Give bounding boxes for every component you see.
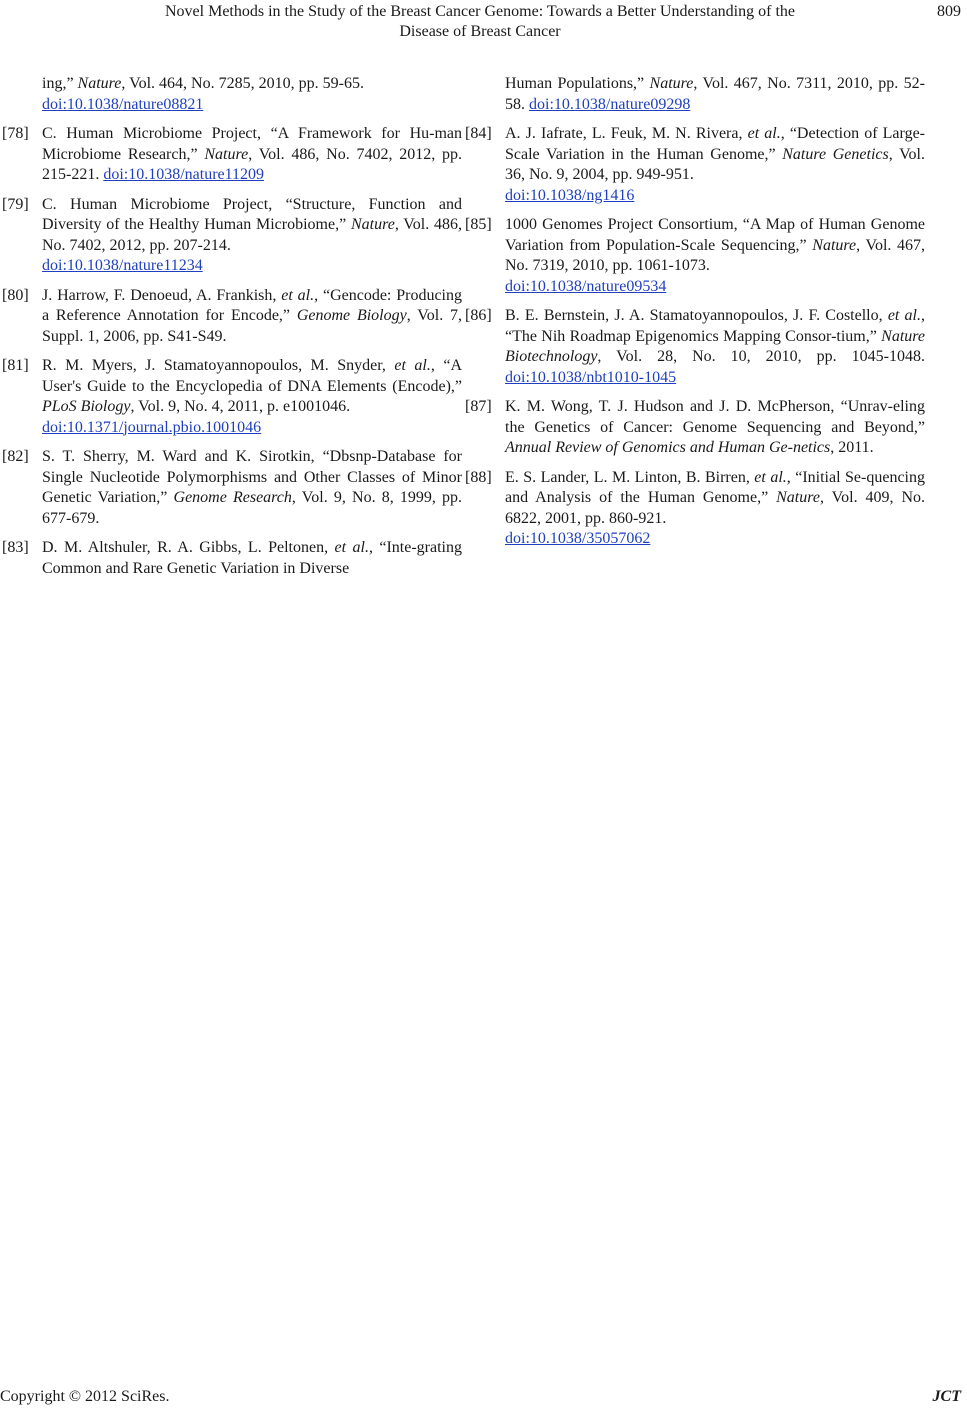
reference-number: [81]	[2, 357, 29, 374]
doi-link[interactable]: doi:10.1038/35057062	[505, 530, 651, 547]
reference-number: [88]	[465, 468, 492, 486]
copyright-notice: Copyright © 2012 SciRes.	[0, 1388, 170, 1405]
ref-et-al: et al.	[334, 539, 369, 556]
doi-link[interactable]: doi:10.1371/journal.pbio.1001046	[42, 418, 262, 436]
ref-text: , Vol. 36, No. 9, 2004, pp. 949-951.	[505, 145, 926, 183]
ref-text: R. M. Myers, J. Stamatoyannopoulos, M. Snyder,	[42, 357, 395, 374]
ref-journal: Nature	[776, 489, 820, 506]
reference-number: [79]	[2, 195, 29, 213]
ref-text: , Vol. 467, No. 7311, 2010, pp. 52-58.	[505, 75, 926, 113]
reference-number: [78]	[2, 125, 29, 142]
page-header	[0, 2, 967, 44]
ref-journal: Annual Review of Genomics and Human Ge-netics	[505, 439, 831, 456]
reference-item	[465, 306, 925, 388]
ref-text: 1000 Genomes Project Consortium, “A Map of Human Genome Variation from Population-Scale Sequencing,”	[505, 216, 925, 254]
reference-item	[465, 124, 926, 206]
ref-et-al: et al.	[394, 357, 431, 374]
ref-et-al: et al.	[887, 307, 921, 324]
running-title-line-2: Disease of Breast Cancer	[399, 23, 561, 40]
page-number: 809	[937, 3, 961, 20]
reference-item	[2, 356, 462, 438]
running-title-line-1: Novel Methods in the Study of the Breast Cancer Genome: Towards a Better Understanding of the	[165, 3, 795, 20]
reference-number: [83]	[2, 539, 29, 556]
reference-number: [85]	[465, 216, 492, 233]
ref-text: E. S. Lander, L. M. Linton, B. Birren,	[505, 468, 755, 486]
doi-link[interactable]: doi:10.1038/nature09534	[505, 277, 667, 295]
reference-number: [84]	[465, 125, 492, 142]
ref-journal: Nature Genetics	[782, 145, 889, 163]
ref-text: , Vol. 409, No. 6822, 2001, pp. 860-921.	[505, 489, 925, 527]
ref-text: , Vol. 9, No. 8, 1999, pp. 677-679.	[42, 489, 463, 527]
ref-journal: Genome Biology	[296, 307, 407, 324]
page-footer	[0, 1388, 967, 1410]
reference-continuation	[42, 74, 462, 115]
ref-text: , “Initial Se-quencing and Analysis of the Human Genome,”	[505, 468, 925, 506]
ref-text: B. E. Bernstein, J. A. Stamatoyannopoulos, J. F. Costello,	[505, 307, 888, 324]
ref-text: C. Human Microbiome Project, “Structure, Function and Diversity of the Healthy Human Microbiome,”	[42, 195, 462, 233]
ref-journal: PLoS Biology	[42, 398, 131, 415]
ref-text: ing,”	[42, 75, 78, 92]
ref-journal: Nature	[812, 236, 857, 254]
reference-item	[2, 124, 463, 186]
ref-text: C. Human Microbiome Project, “A Framework for Hu-man Microbiome Research,”	[42, 125, 462, 163]
ref-text: , Vol. 486, No. 7402, 2012, pp. 207-214.	[42, 216, 462, 254]
ref-text: , “The Nih Roadmap Epigenomics Mapping Consor-tium,”	[505, 307, 925, 345]
ref-text: , “Detection of Large-Scale Variation in the Human Genome,”	[505, 125, 925, 163]
doi-link[interactable]: doi:10.1038/nature11234	[42, 257, 203, 274]
ref-text: Human Populations,”	[505, 75, 650, 92]
ref-text: , Vol. 467, No. 7319, 2010, pp. 1061-1073.	[505, 236, 925, 274]
ref-journal: Genome Research	[173, 489, 292, 506]
doi-link[interactable]: doi:10.1038/nbt1010-1045	[505, 368, 677, 386]
ref-text: , Vol. 9, No. 4, 2011, p. e1001046.	[130, 398, 351, 415]
ref-text: D. M. Altshuler, R. A. Gibbs, L. Peltonen,	[42, 539, 335, 556]
reference-number: [86]	[465, 307, 492, 324]
ref-journal: Nature	[649, 75, 694, 92]
reference-number: [82]	[2, 448, 29, 465]
ref-et-al: et al.	[754, 468, 787, 486]
reference-number: [87]	[465, 398, 492, 415]
reference-item	[465, 215, 925, 297]
reference-item	[465, 468, 925, 550]
ref-text: K. M. Wong, T. J. Hudson and J. D. McPherson, “Unrav-eling the Genetics of Cancer: Genome Sequencing and Beyond,”	[505, 398, 925, 436]
ref-text: , “Inte-grating Common and Rare Genetic Variation in Diverse	[42, 539, 463, 577]
ref-journal: Nature	[204, 145, 249, 163]
ref-journal: Nature Biotechnology	[505, 327, 925, 365]
ref-text: S. T. Sherry, M. Ward and K. Sirotkin, “Dbsnp-Database for Single Nucleotide Polymorphisms and Other Classes of Minor Genetic Variation,”	[42, 448, 462, 506]
ref-text: , Vol. 28, No. 10, 2010, pp. 1045-1048.	[597, 348, 925, 365]
ref-text: , 2011.	[830, 439, 874, 456]
reference-item	[2, 447, 463, 529]
ref-et-al: et al.	[747, 125, 781, 142]
ref-journal: Nature	[350, 216, 395, 233]
doi-link[interactable]: doi:10.1038/nature08821	[42, 95, 204, 113]
ref-et-al: et al.	[281, 286, 315, 304]
journal-abbreviation: JCT	[932, 1388, 961, 1405]
reference-number: [80]	[2, 286, 29, 304]
doi-link[interactable]: doi:10.1038/ng1416	[505, 186, 635, 204]
reference-item	[2, 286, 463, 348]
running-title	[110, 2, 850, 42]
reference-item	[465, 397, 925, 459]
ref-text: , Vol. 486, No. 7402, 2012, pp. 215-221.	[42, 145, 463, 183]
reference-item	[2, 195, 462, 277]
ref-text: , Vol. 7, Suppl. 1, 2006, pp. S41-S49.	[42, 307, 463, 345]
left-reference-column	[2, 74, 463, 588]
ref-text: A. J. Iafrate, L. Feuk, M. N. Rivera,	[505, 125, 748, 142]
ref-journal: Nature	[77, 75, 122, 92]
reference-continuation	[505, 74, 925, 115]
ref-text: J. Harrow, F. Denoeud, A. Frankish,	[42, 286, 282, 304]
right-reference-column	[465, 74, 926, 559]
doi-link[interactable]: doi:10.1038/nature09298	[529, 95, 691, 113]
doi-link[interactable]: doi:10.1038/nature11209	[103, 166, 265, 183]
ref-text: , “Gencode: Producing a Reference Annotation for Encode,”	[42, 286, 463, 324]
reference-item	[2, 538, 463, 579]
ref-text: , Vol. 464, No. 7285, 2010, pp. 59-65.	[121, 75, 364, 92]
ref-text: , “A User's Guide to the Encyclopedia of DNA Elements (Encode),”	[42, 357, 462, 395]
